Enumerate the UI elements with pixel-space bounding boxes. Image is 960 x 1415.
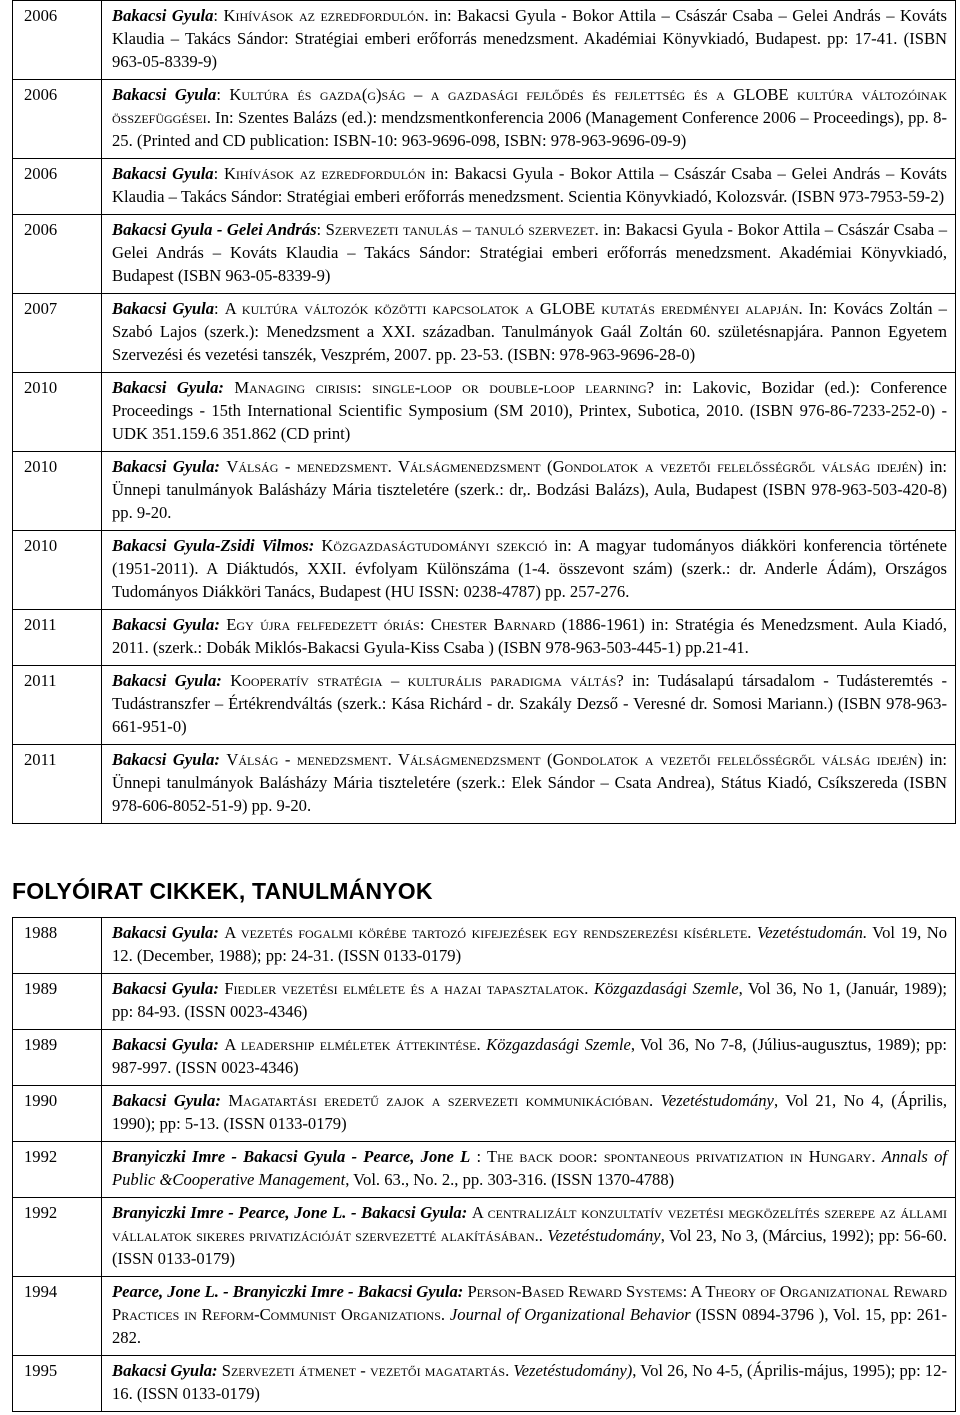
publication-author: Branyiczki Imre - Bakacsi Gyula - Pearce, Jone L: [112, 1147, 471, 1166]
publication-author: Bakacsi Gyula:: [112, 671, 222, 690]
publication-title: Kultúra és gazda(g)ság – a gazdasági fejlődés és fejlettség és a GLOBE kultúra változóinak összefüggései: [112, 85, 947, 127]
publication-separator: :: [213, 164, 224, 183]
publication-journal: Közgazdasági Szemle: [486, 1035, 631, 1054]
publication-row: [13, 1142, 956, 1198]
publication-details: , Vol 23, No 3, (Március, 1992); pp: 56-60. (ISSN 0133-0179): [112, 1226, 947, 1268]
publication-author: Bakacsi Gyula:: [112, 378, 224, 397]
publication-year: 2006: [13, 1, 102, 80]
publication-journal: Vezetéstudomány): [513, 1361, 633, 1380]
publication-details: , Vol. 63., No. 2., pp. 303-316. (ISSN 1370-4788): [345, 1170, 675, 1189]
publication-citation: [102, 745, 956, 824]
publication-title: Person-Based Reward Systems: A Theory of Organizational Reward Practices in Reform-Communist Organizations.: [112, 1282, 948, 1324]
publication-citation: [102, 373, 956, 452]
publication-author: Bakacsi Gyula - Gelei András: [112, 220, 317, 239]
publication-citation: [102, 452, 956, 531]
publication-details: . In: Kovács Zoltán – Szabó Lajos (szerk.): Menedzsment a XXI. században. Tanulmányok Gaál Zoltán 60. születésnapjára. Pannon Egyetem Szervezési és vezetési tanszék, Veszprém, 2007. pp. 23-53. (ISBN: 978-963-9696-28-0): [112, 299, 947, 364]
publication-author: Bakacsi Gyula:: [112, 1091, 221, 1110]
publication-details: in: Tudásalapú társadalom - Tudásteremtés - Tudástranszfer – Értékrendváltás (szerk.: Kása Richárd - dr. Szakály Dezső - Veresné dr. Somosi Mariann.) (ISBN 978-963-661-951-0): [112, 671, 947, 736]
publication-author: Bakacsi Gyula:: [112, 923, 219, 942]
section-heading-journal-articles: FOLYÓIRAT CIKKEK, TANULMÁNYOK: [12, 878, 433, 904]
publication-row: [13, 1277, 956, 1356]
publication-author: Bakacsi Gyula: [112, 164, 214, 183]
publication-year: 2011: [13, 666, 102, 745]
publication-separator: :: [214, 299, 225, 318]
publication-journal: Közgazdasági Szemle: [593, 979, 739, 998]
publication-title: Kihívások az ezredfordulón: [223, 6, 425, 25]
publication-details: , Vol 36, No 7-8, (Július-augusztus, 1989); pp: 987-997. (ISSN 0023-4346): [112, 1035, 947, 1077]
publication-row: [13, 1356, 956, 1412]
publication-year: 1988: [13, 918, 102, 974]
publication-title: A leadership elméletek áttekintése.: [224, 1035, 481, 1054]
publication-row: [13, 159, 956, 215]
publication-row: [13, 974, 956, 1030]
publication-citation: [102, 1, 956, 80]
publication-separator: :: [213, 6, 224, 25]
publication-author: Bakacsi Gyula: [112, 85, 217, 104]
publication-citation: [102, 974, 956, 1030]
publication-author: Bakacsi Gyula:: [112, 1361, 218, 1380]
journal-articles-table: [12, 917, 956, 1412]
publication-title: Magatartási eredetű zajok a szervezeti kommunikációban.: [228, 1091, 654, 1110]
publication-author: Bakacsi Gyula: [112, 6, 214, 25]
publication-author: Branyiczki Imre - Pearce, Jone L. - Bakacsi Gyula:: [112, 1203, 468, 1222]
publication-citation: [102, 918, 956, 974]
publication-details: in: Lakovic, Bozidar (ed.): Conference Proceedings - 15th International Scientific Symposium (SM 2010), Printex, Subotica, 2010. (ISBN 976-86-7233-252-0) - UDK 351.159.6 351.862 (CD print): [112, 378, 947, 443]
publication-details: in: Ünnepi tanulmányok Balásházy Mária tiszteletére (szerk.: dr,. Bodzási Balázs), Aula, Budapest (ISBN 978-963-503-420-8) pp. 9-20.: [112, 457, 947, 522]
publication-year: 1990: [13, 1086, 102, 1142]
publication-year: 1989: [13, 1030, 102, 1086]
publication-author: Bakacsi Gyula-Zsidi Vilmos:: [112, 536, 315, 555]
publication-row: [13, 215, 956, 294]
publication-year: 2007: [13, 294, 102, 373]
publication-details: (1886-1961) in: Stratégia és Menedzsment. Aula Kiadó, 2011. (szerk.: Dobák Miklós-Bakacsi Gyula-Kiss Csaba ) (ISBN 978-963-503-445-1) pp.21-41.: [112, 615, 947, 657]
publication-row: [13, 1030, 956, 1086]
publication-title: A centralizált konzultatív vezetési megközelítés szerepe az állami vállalatok sikeres privatizációját szervezetté alakításában..: [112, 1203, 947, 1245]
publication-title: Szervezeti átmenet - vezetői magatartás.: [221, 1361, 510, 1380]
publication-separator: [222, 671, 230, 690]
publication-journal: Vezetéstudomány: [547, 1226, 661, 1245]
publication-details: . In: Szentes Balázs (ed.): mendzsmentkonferencia 2006 (Management Conference 2006 – Proceedings), pp. 8-25. (Printed and CD publication: ISBN-10: 963-9696-098, ISBN: 978-963-9696-09-9): [112, 108, 947, 150]
publication-author: Bakacsi Gyula:: [112, 1035, 219, 1054]
publication-title: A vezetés fogalmi körébe tartozó kifejezések egy rendszerezési kísérlete.: [224, 923, 752, 942]
publication-title: Közgazdaságtudományi szekció: [321, 536, 548, 555]
publication-title: : The back door: spontaneous privatization in Hungary.: [476, 1147, 876, 1166]
publication-year: 2006: [13, 215, 102, 294]
publication-row: [13, 666, 956, 745]
publication-row: [13, 610, 956, 666]
publication-title: Managing cirisis: single-loop or double-loop learning?: [234, 378, 654, 397]
publication-details: , Vol 21, No 4, (Április, 1990); pp: 5-13. (ISSN 0133-0179): [112, 1091, 947, 1133]
publication-year: 1992: [13, 1142, 102, 1198]
publication-citation: [102, 80, 956, 159]
publication-details: Vol 19, No 12. (December, 1988); pp: 24-31. (ISSN 0133-0179): [112, 923, 948, 965]
publication-journal: Vezetéstudomány: [660, 1091, 774, 1110]
publication-citation: [102, 610, 956, 666]
book-chapters-body: [13, 1, 956, 824]
publication-year: 1994: [13, 1277, 102, 1356]
publication-title: A kultúra változók közötti kapcsolatok a GLOBE kutatás eredményei alapján: [224, 299, 799, 318]
publication-row: [13, 531, 956, 610]
publication-journal: Journal of Organizational Behavior: [449, 1305, 691, 1324]
publication-citation: [102, 159, 956, 215]
publication-row: [13, 1198, 956, 1277]
publication-separator: [224, 378, 235, 397]
publication-details: in: Bakacsi Gyula - Bokor Attila – Császár Csaba – Gelei András – Kováts Klaudia – Takács Sándor: Stratégiai emberi erőforrás menedzsment. Scientia Könyvkiadó, Kolozsvár. (ISBN 973-7953-59-2): [112, 164, 947, 206]
publication-citation: [102, 1277, 956, 1356]
publication-author: Bakacsi Gyula: [112, 299, 214, 318]
publication-journal: Annals of Public &Cooperative Management: [112, 1147, 947, 1189]
publication-title: Fiedler vezetési elmélete és a hazai tapasztalatok.: [224, 979, 589, 998]
publication-citation: [102, 1142, 956, 1198]
publication-journal: Vezetéstudomán.: [756, 923, 868, 942]
publication-year: 2006: [13, 80, 102, 159]
publication-year: 2010: [13, 531, 102, 610]
publication-details: , Vol 36, No 1, (Január, 1989); pp: 84-93. (ISSN 0023-4346): [112, 979, 947, 1021]
publication-row: [13, 918, 956, 974]
publication-author: Bakacsi Gyula:: [112, 457, 220, 476]
publication-details: (ISSN 0894-3796 ), Vol. 15, pp: 261-282.: [112, 1305, 947, 1347]
book-chapters-table: [12, 0, 956, 824]
publication-details: , Vol 26, No 4-5, (Április-május, 1995); pp: 12-16. (ISSN 0133-0179): [112, 1361, 947, 1403]
publication-year: 2010: [13, 452, 102, 531]
publication-title: Kooperatív stratégia – kulturális paradigma váltás?: [230, 671, 624, 690]
publication-year: 2011: [13, 745, 102, 824]
publication-citation: [102, 215, 956, 294]
publication-separator: :: [316, 220, 326, 239]
publication-author: Bakacsi Gyula:: [112, 615, 220, 634]
publication-author: Bakacsi Gyula:: [112, 979, 219, 998]
publication-citation: [102, 1030, 956, 1086]
publication-title: Szervezeti tanulás – tanuló szervezet: [325, 220, 595, 239]
publication-title: Egy újra felfedezett óriás: Chester Barnard: [226, 615, 556, 634]
publication-title: Kihívások az ezredfordulón: [223, 164, 426, 183]
publication-details: in: Ünnepi tanulmányok Balásházy Mária tiszteletére (szerk.: Elek Sándor – Csata Andrea), Státus Kiadó, Csíkszereda (ISBN 978-606-8052-51-9) pp. 9-20.: [112, 750, 947, 815]
publication-year: 2010: [13, 373, 102, 452]
publication-separator: :: [216, 85, 230, 104]
publication-citation: [102, 531, 956, 610]
publication-row: [13, 1, 956, 80]
publication-year: 1995: [13, 1356, 102, 1412]
publication-row: [13, 1086, 956, 1142]
publication-citation: [102, 1356, 956, 1412]
publication-row: [13, 452, 956, 531]
publication-row: [13, 80, 956, 159]
publication-details: . in: Bakacsi Gyula - Bokor Attila – Császár Csaba – Gelei András – Kováts Klaudia – Takács Sándor: Stratégiai emberi erőforrás menedzsment. Akadémiai Könyvkiadó, Budapest. pp: 17-41. (ISBN 963-05-8339-9): [112, 6, 947, 71]
publication-row: [13, 373, 956, 452]
publication-citation: [102, 1198, 956, 1277]
publication-row: [13, 294, 956, 373]
publication-title: Válság - menedzsment. Válságmenedzsment (Gondolatok a vezetői felelősségről válság idején): [226, 457, 923, 476]
publication-year: 2006: [13, 159, 102, 215]
publication-author: Bakacsi Gyula:: [112, 750, 220, 769]
publication-author: Pearce, Jone L. - Branyiczki Imre - Bakacsi Gyula:: [112, 1282, 464, 1301]
publication-year: 2011: [13, 610, 102, 666]
publication-details: in: A magyar tudományos diákköri konferencia története (1951-2011). A Diáktudós, XXII. évfolyam Különszáma (1-4. összevont szám) (szerk.: dr. Anderle Ádám), Országos Tudományos Diákköri Tanács, Budapest (HU ISSN: 0238-4787) pp. 257-276.: [112, 536, 947, 601]
publication-citation: [102, 294, 956, 373]
publication-row: [13, 745, 956, 824]
publication-year: 1992: [13, 1198, 102, 1277]
journal-articles-body: [13, 918, 956, 1412]
publication-details: . in: Bakacsi Gyula - Bokor Attila – Császár Csaba – Gelei András – Kováts Klaudia – Takács Sándor: Stratégiai emberi erőforrás menedzsment. Akadémiai Könyvkiadó, Budapest (ISBN 963-05-8339-9): [112, 220, 947, 285]
publication-citation: [102, 1086, 956, 1142]
publication-year: 1989: [13, 974, 102, 1030]
publication-title: Válság - menedzsment. Válságmenedzsment (Gondolatok a vezetői felelősségről válság idején): [226, 750, 923, 769]
publication-citation: [102, 666, 956, 745]
